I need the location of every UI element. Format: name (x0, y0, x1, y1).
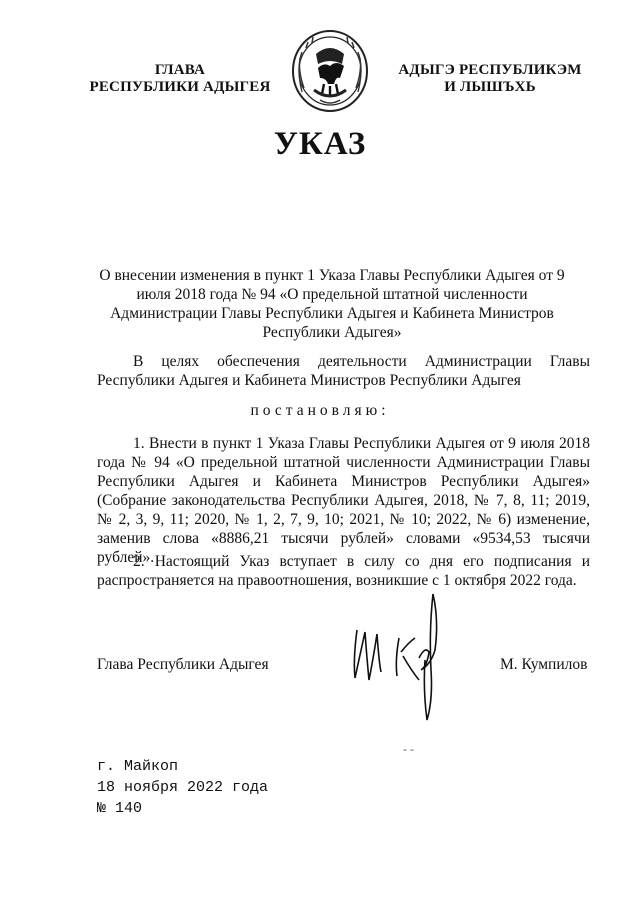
document-subject: О внесении изменения в пункт 1 Указа Главы Республики Адыгея от 9 июля 2018 года № 94 «О предельной штатной численности Администрации Главы Республики Адыгея и Кабинета Министров Республики Адыгея» (99, 267, 565, 341)
document-title: УКАЗ (273, 126, 367, 162)
signatory-position: Глава Республики Адыгея (97, 656, 269, 673)
coat-of-arms-icon (290, 28, 370, 114)
item-2-paragraph: 2. Настоящий Указ вступает в силу со дня его подписания и распространяется на правоотношения, возникшие с 1 октября 2022 года. (97, 553, 590, 589)
footer-number: № 140 (97, 800, 143, 817)
decree-word: постановляю: (250, 402, 390, 419)
dash-marks: - - (403, 742, 414, 756)
footer-city: г. Майкоп (97, 758, 179, 775)
header-right (380, 62, 600, 96)
preamble-paragraph: В целях обеспечения деятельности Администрации Главы Республики Адыгея и Кабинета Министров Республики Адыгея (97, 353, 590, 389)
item-1-paragraph: 1. Внести в пункт 1 Указа Главы Республики Адыгея от 9 июля 2018 года № 94 «О предельной штатной численности Администрации Главы Республики Адыгея и Кабинета Министров Республики Адыгея» (Собрание законодательства Республики Адыгея, 2018, № 7, 8, 11; 2019, № 2, 3, 9, 11; 2020, № 1, 2, 7, 9, 10; 2021, № 10; 2022, № 6) изменение, заменив слова «8886,21 тысячи рублей» словами «9534,53 тысячи рублей». (97, 435, 590, 566)
header-right-line2: И ЛЫШЪХЬ (444, 79, 536, 95)
header-right-line1: АДЫГЭ РЕСПУБЛИКЭМ (398, 62, 582, 78)
header-left-line1: ГЛАВА (154, 62, 206, 78)
header-left-line2: РЕСПУБЛИКИ АДЫГЕЯ (89, 79, 271, 95)
footer-date: 18 ноября 2022 года (97, 779, 269, 796)
header-left (70, 62, 290, 96)
signatory-name: М. Кумпилов (500, 656, 588, 673)
handwritten-signature-icon (335, 590, 465, 740)
document-footer (97, 756, 268, 819)
